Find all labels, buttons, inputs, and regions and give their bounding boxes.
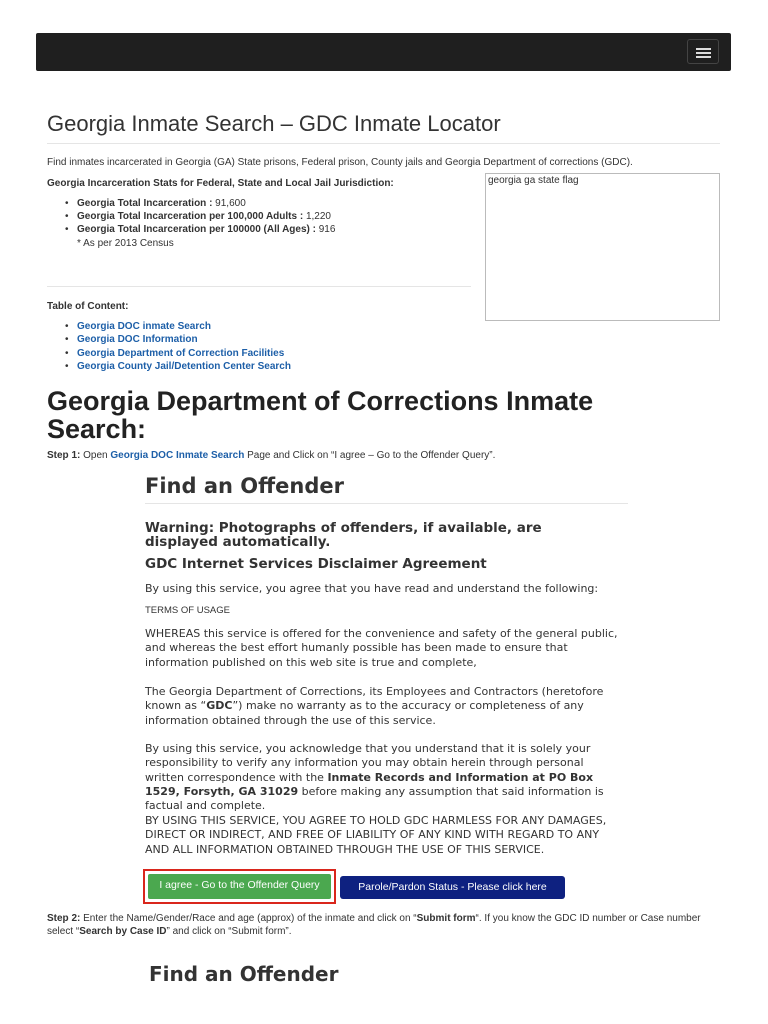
disclaimer-paragraph: By using this service, you acknowledge that you understand that it is solely your responsibility to verify any information you may obtain herein through personal written correspondence with the Inmate Records and Information at PO Box 1529, Forsyth, GA 31029 before making any assumption that said information is factual and complete. (145, 742, 604, 813)
toc-heading: Table of Content: (47, 301, 129, 312)
terms-heading: TERMS OF USAGE (145, 605, 230, 616)
screenshot-title: Find an Offender (145, 474, 344, 498)
agree-button-label: I agree - Go to the Offender Query (148, 874, 331, 899)
screenshot-divider (145, 503, 628, 504)
step-1-text: Step 1: Open Georgia DOC Inmate Search Page and Click on “I agree – Go to the Offender Query”. (47, 450, 496, 461)
toc-item: • Georgia DOC inmate Search (65, 321, 211, 332)
hamburger-menu-icon[interactable] (687, 39, 719, 64)
toc-link-county-jail[interactable]: Georgia County Jail/Detention Center Search (77, 361, 291, 373)
stat-item: • Georgia Total Incarceration : 91,600 (65, 198, 246, 209)
liability-paragraph: BY USING THIS SERVICE, YOU AGREE TO HOLD GDC HARMLESS FOR ANY DAMAGES, DIRECT OR INDIRECT, AND FREE OF LIABILITY OF ANY KIND WITH REGARD TO ANY AND ALL INFORMATION OBTAINED THROUGH THE USE OF THIS SERVICE. (145, 814, 607, 856)
toc-link-inmate-search[interactable]: Georgia DOC inmate Search (77, 321, 211, 332)
toc-item: • Georgia Department of Correction Facilities (65, 347, 285, 359)
table-of-contents (47, 320, 291, 374)
state-flag-image: georgia ga state flag (485, 173, 720, 321)
toc-item: • Georgia County Jail/Detention Center Search (65, 361, 291, 373)
section-title: Georgia Department of Corrections Inmate Search: (47, 386, 594, 444)
photo-warning: Warning: Photographs of offenders, if available, are displayed automatically. (145, 520, 542, 550)
stat-item: • Georgia Total Incarceration per 100000 (All Ages) : 916 (65, 224, 336, 235)
screenshot-title-2: Find an Offender (149, 962, 339, 986)
census-note: * As per 2013 Census (77, 238, 174, 249)
stat-item: • Georgia Total Incarceration per 100,000 Adults : 1,220 (65, 211, 331, 222)
intro-text: Find inmates incarcerated in Georgia (GA) State prisons, Federal prison, County jails and Georgia Department of corrections (GDC). (47, 157, 633, 168)
doc-inmate-search-link[interactable]: Georgia DOC Inmate Search (110, 450, 245, 461)
disclaimer-paragraph: The Georgia Department of Corrections, its Employees and Contractors (heretofore known as “GDC”) make no warranty as to the accuracy or completeness of any information obtained through the use of this service. (145, 685, 604, 727)
stats-list (47, 197, 335, 236)
disclaimer-heading: GDC Internet Services Disclaimer Agreement (145, 556, 487, 572)
page-title: Georgia Inmate Search – GDC Inmate Locator (47, 111, 501, 136)
stats-heading: Georgia Incarceration Stats for Federal, State and Local Jail Jurisdiction: (47, 178, 394, 189)
toc-item: • Georgia DOC Information (65, 334, 198, 346)
disclaimer-paragraph: WHEREAS this service is offered for the convenience and safety of the general public, and whereas the best effort humanly possible has been made to ensure that information published on this web site is true and complete, (145, 627, 618, 669)
disclaimer-intro: By using this service, you agree that you have read and understand the following: (145, 582, 599, 595)
parole-status-button[interactable]: Parole/Pardon Status - Please click here (340, 876, 565, 899)
toc-link-doc-information[interactable]: Georgia DOC Information (77, 334, 198, 346)
agree-offender-query-button[interactable] (143, 869, 336, 904)
section-divider (47, 286, 471, 287)
toc-link-facilities[interactable]: Georgia Department of Correction Facilities (77, 347, 285, 359)
title-divider (47, 143, 720, 144)
step-2-text: Step 2: Enter the Name/Gender/Race and age (approx) of the inmate and click on “Submit form“. If you know the GDC ID number or Case number select “Search by Case ID” and click on “Submit form”. (47, 913, 701, 937)
top-navbar (36, 33, 731, 71)
